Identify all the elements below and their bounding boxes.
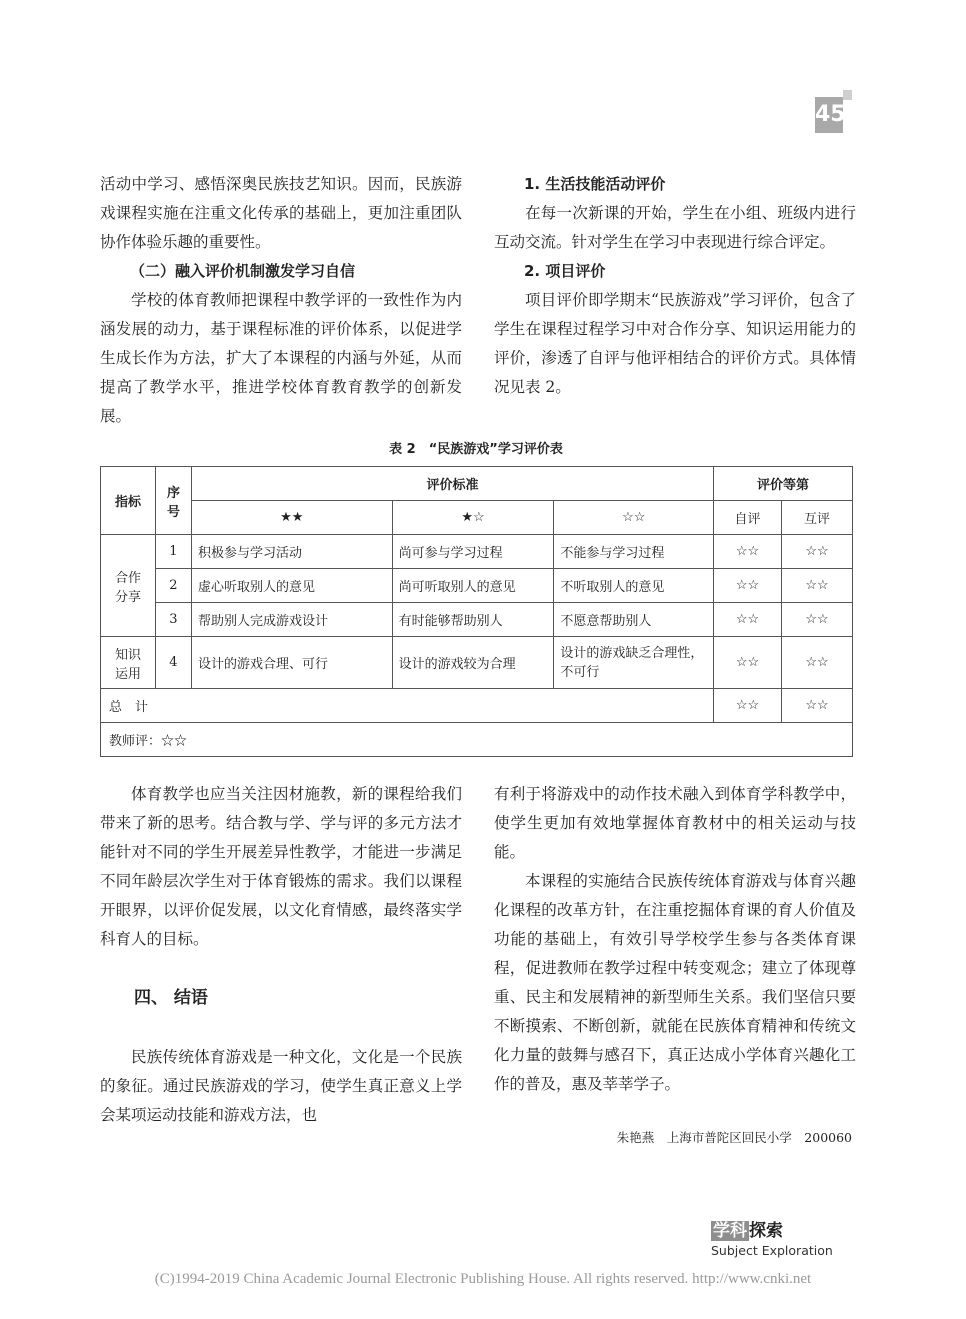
paragraph: 活动中学习、感悟深奥民族技艺知识。因而，民族游戏课程实施在注重文化传承的基础上，更加注重团队协作体验乐趣的重要性。: [100, 175, 462, 251]
logo-rest: 探索: [749, 1221, 783, 1241]
paragraph: 项目评价即学期末“民族游戏”学习评价，包含了学生在课程过程学习中对合作分享、知识运用能力的评价，渗透了自评与他评相结合的评价方式。具体情况见表 2。: [494, 291, 856, 396]
table-row: [101, 569, 853, 603]
header-cell: 自评: [714, 501, 782, 535]
subsection-heading: （二）融入评价机制激发学习自信: [130, 262, 356, 280]
table-cell: ☆☆: [782, 535, 853, 569]
paragraph: 民族传统体育游戏是一种文化，文化是一个民族的象征。通过民族游戏的学习，使学生真正意义上学会某项运动技能和游戏方法，也: [100, 1048, 462, 1124]
header-cell: ★★: [191, 501, 392, 535]
author-line: 朱艳燕 上海市普陀区回民小学 200060: [616, 1130, 852, 1145]
logo-subtitle: Subject Exploration: [711, 1243, 833, 1258]
journal-logo: [711, 1216, 833, 1258]
table-cell: ☆☆: [714, 569, 782, 603]
paragraph: 本课程的实施结合民族传统体育游戏与体育兴趣化课程的改革方针，在注重挖掘体育课的育人价值及功能的基础上，有效引导学校学生参与各类体育课程，促进教师在教学过程中转变观念；建立了体现尊重、民主和发展精神的新型师生关系。我们坚信只要不断摸索、不断创新，就能在民族体育精神和传统文化力量的鼓舞与感召下，真正达成小学体育兴趣化工作的普及，惠及莘莘学子。: [494, 872, 856, 1093]
table-cell: 4: [155, 637, 191, 689]
table-row: [101, 535, 853, 569]
evaluation-table: [100, 466, 853, 757]
teacher-comment: 教师评：☆☆: [101, 723, 853, 757]
table-header-row: [101, 501, 853, 535]
table-cell: 不能参与学习过程: [554, 535, 714, 569]
logo-title: [711, 1216, 833, 1241]
left-column-bottom: [100, 780, 462, 1130]
table-cell: ☆☆: [782, 637, 853, 689]
table-cell: ☆☆: [714, 603, 782, 637]
table-cell: 设计的游戏较为合理: [392, 637, 554, 689]
right-column-top: [494, 170, 856, 402]
paragraph: 学校的体育教师把课程中教学评的一致性作为内涵发展的动力，基于课程标准的评价体系，以促进学生成长作为方法，扩大了本课程的内涵与外延，从而提高了教学水平，推进学校体育教育教学的创新发展。: [100, 291, 462, 425]
group-cell: 知识运用: [101, 637, 156, 689]
copyright-footer: (C)1994-2019 China Academic Journal Electronic Publishing House. All rights reserved. http://www.cnki.net: [154, 1271, 812, 1287]
table-cell: ☆☆: [714, 535, 782, 569]
table-cell: 虚心听取别人的意见: [191, 569, 392, 603]
table-cell: 设计的游戏合理、可行: [191, 637, 392, 689]
page-corner-mark: [843, 90, 852, 100]
table-cell: 积极参与学习活动: [191, 535, 392, 569]
table-cell: 不听取别人的意见: [554, 569, 714, 603]
table-cell: 不愿意帮助别人: [554, 603, 714, 637]
total-label: 总 计: [101, 689, 714, 723]
group-cell: 合作分享: [101, 535, 156, 637]
table-header-row: [101, 467, 853, 501]
paragraph: 在每一次新课的开始，学生在小组、班级内进行互动交流。针对学生在学习中表现进行综合评定。: [494, 204, 856, 251]
table-cell: ☆☆: [714, 689, 782, 723]
header-cell: 指标: [101, 467, 156, 535]
header-cell: ★☆: [392, 501, 554, 535]
header-cell: 序号: [155, 467, 191, 535]
paragraph: 体育教学也应当关注因材施教，新的课程给我们带来了新的思考。结合教与学、学与评的多元方法才能针对不同的学生开展差异性教学，才能进一步满足不同年龄层次学生对于体育锻炼的需求。我们以课程开眼界，以评价促发展，以文化育情感，最终落实学科育人的目标。: [100, 785, 462, 948]
section-heading: 四、 结语: [134, 988, 208, 1008]
page-number: 45: [815, 97, 843, 133]
table-cell: 设计的游戏缺乏合理性，不可行: [554, 637, 714, 689]
teacher-comment-row: [101, 723, 853, 757]
table-cell: ☆☆: [782, 569, 853, 603]
table-row: [101, 603, 853, 637]
header-cell: 评价标准: [191, 467, 713, 501]
table-total-row: [101, 689, 853, 723]
table-cell: 3: [155, 603, 191, 637]
subsection-heading: 2. 项目评价: [524, 262, 606, 280]
table-cell: 有时能够帮助别人: [392, 603, 554, 637]
table-cell: 尚可听取别人的意见: [392, 569, 554, 603]
table-row: [101, 637, 853, 689]
right-column-bottom: [494, 780, 856, 1099]
logo-highlight: 学科: [713, 1221, 747, 1241]
table-cell: ☆☆: [714, 637, 782, 689]
table-cell: 2: [155, 569, 191, 603]
subsection-heading: 1. 生活技能活动评价: [524, 175, 666, 193]
header-cell: 评价等第: [714, 467, 853, 501]
header-cell: 互评: [782, 501, 853, 535]
table-cell: 帮助别人完成游戏设计: [191, 603, 392, 637]
table-cell: 1: [155, 535, 191, 569]
header-cell: ☆☆: [554, 501, 714, 535]
left-column-top: [100, 170, 462, 431]
table-cell: 尚可参与学习过程: [392, 535, 554, 569]
table-cell: ☆☆: [782, 689, 853, 723]
table-cell: ☆☆: [782, 603, 853, 637]
paragraph: 有利于将游戏中的动作技术融入到体育学科教学中，使学生更加有效地掌握体育教材中的相关运动与技能。: [494, 785, 856, 861]
table-title: 表 2 “民族游戏”学习评价表: [389, 442, 563, 457]
